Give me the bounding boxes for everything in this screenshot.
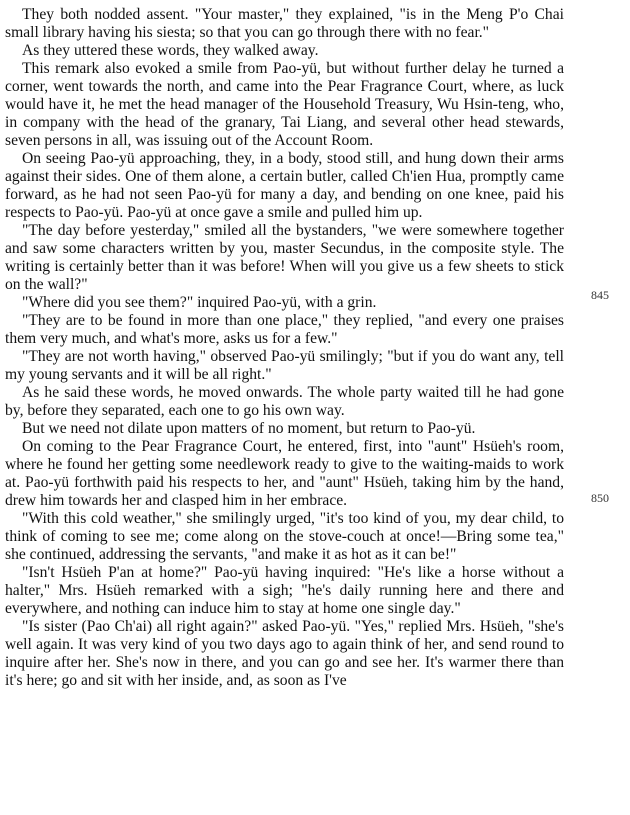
- paragraph: "Where did you see them?" inquired Pao-yü, with a grin.: [22, 294, 377, 311]
- paragraph: They both nodded assent. "Your master," they explained, "is in the Meng P'o Chai small library having his siesta; so that you can go through there with no fear.": [5, 6, 564, 41]
- paragraph: "They are not worth having," observed Pao-yü smilingly; "but if you do want any, tell my young servants and it will be all right.": [5, 348, 564, 383]
- paragraph: "With this cold weather," she smilingly urged, "it's too kind of you, my dear child, to think of coming to see me; come along on the stove-couch at once!—Bring some tea," she continued, addressing the servants, "and make it as hot as it can be!": [5, 510, 564, 563]
- paragraph: "The day before yesterday," smiled all the bystanders, "we were somewhere together and saw some characters written by you, master Secundus, in the composite style. The writing is certainly better than it was before! When will you give us a few sheets to stick on the wall?": [5, 222, 564, 293]
- paragraph: On seeing Pao-yü approaching, they, in a body, stood still, and hung down their arms against their sides. One of them alone, a certain butler, called Ch'ien Hua, promptly came forward, as he had not seen Pao-yü for many a day, and bending on one knee, paid his respects to Pao-yü. Pao-yü at once gave a smile and pulled him up.: [5, 150, 564, 221]
- line-number-845: 845: [591, 288, 609, 302]
- line-number-850: 850: [591, 491, 609, 505]
- paragraph: As he said these words, he moved onwards. The whole party waited till he had gone by, before they separated, each one to go his own way.: [5, 384, 564, 419]
- paragraph: But we need not dilate upon matters of no moment, but return to Pao-yü.: [22, 420, 476, 437]
- paragraph: As they uttered these words, they walked away.: [22, 42, 319, 59]
- paragraph: On coming to the Pear Fragrance Court, he entered, first, into "aunt" Hsüeh's room, where he found her getting some needlework ready to give to the waiting-maids to work at. Pao-yü forthwith paid his respects to her, and "aunt" Hsüeh, taking him by the hand, drew him towards her and clasped him in her embrace.: [5, 438, 564, 509]
- paragraph: "Is sister (Pao Ch'ai) all right again?" asked Pao-yü. "Yes," replied Mrs. Hsüeh, "she's well again. It was very kind of you two days ago to again think of her, and send round to inquire after her. She's now in there, and you can go and see her. It's warmer there than it's here; go and sit with her inside, and, as soon as I've: [5, 618, 564, 689]
- document-page: [5, 6, 564, 690]
- paragraph: "Isn't Hsüeh P'an at home?" Pao-yü having inquired: "He's like a horse without a halter," Mrs. Hsüeh remarked with a sigh; "he's daily running here and there and everywhere, and nothing can induce him to stay at home one single day.": [5, 564, 564, 617]
- paragraph: This remark also evoked a smile from Pao-yü, but without further delay he turned a corner, went towards the north, and came into the Pear Fragrance Court, where, as luck would have it, he met the head manager of the Household Treasury, Wu Hsin-teng, who, in company with the head of the granary, Tai Liang, and several other head stewards, seven persons in all, was issuing out of the Account Room.: [5, 60, 564, 149]
- paragraph: "They are to be found in more than one place," they replied, "and every one praises them very much, and what's more, asks us for a few.": [5, 312, 564, 347]
